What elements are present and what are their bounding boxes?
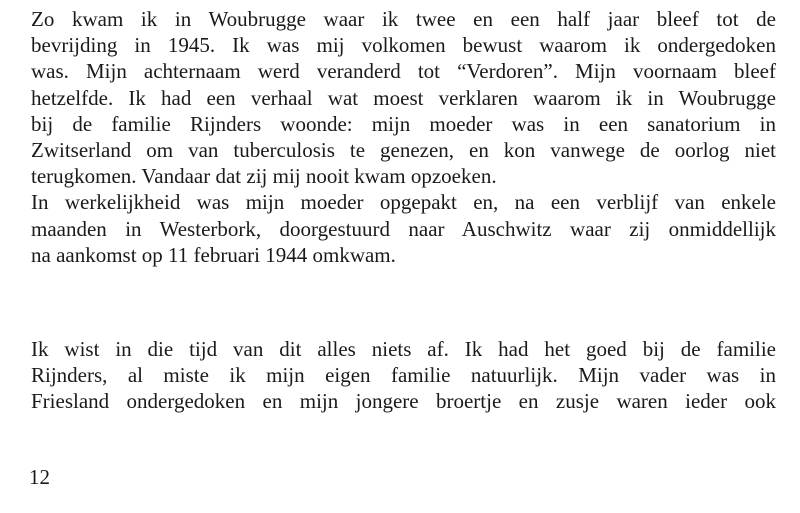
text-line: na aankomst op 11 februari 1944 omkwam. [31,242,396,267]
text-line: bevrijding in 1945. Ik was mij volkomen bewust waarom ik ondergedoken [31,33,776,58]
text-line: bij de familie Rijnders woonde: mijn moeder was in een sanatorium in [31,111,776,136]
page-number: 12 [29,465,50,489]
text-line: Zo kwam ik in Woubrugge waar ik twee en een half jaar bleef tot de [31,7,776,31]
body-text-top [31,6,776,268]
text-line: Zwitserland om van tuberculosis te genezen, en kon vanwege de oorlog niet [31,137,776,162]
text-line: Rijnders, al miste ik mijn eigen familie natuurlijk. Mijn vader was in [31,363,776,388]
text-line: terugkomen. Vandaar dat zij mij nooit kwam opzoeken. [31,164,497,189]
body-text-bottom [31,336,776,415]
text-line: hetzelfde. Ik had een verhaal wat moest verklaren waarom ik in Woubrugge [31,85,776,110]
text-line: Ik wist in die tijd van dit alles niets af. Ik had het goed bij de familie [31,337,776,361]
text-line: Friesland ondergedoken en mijn jongere broertje en zusje waren ieder ook [31,389,776,414]
text-line: was. Mijn achternaam werd veranderd tot “Verdoren”. Mijn voornaam bleef [31,59,776,84]
text-line: In werkelijkheid was mijn moeder opgepakt en, na een verblijf van enkele [31,190,776,215]
text-line: maanden in Westerbork, doorgestuurd naar Auschwitz waar zij onmiddellijk [31,216,776,241]
